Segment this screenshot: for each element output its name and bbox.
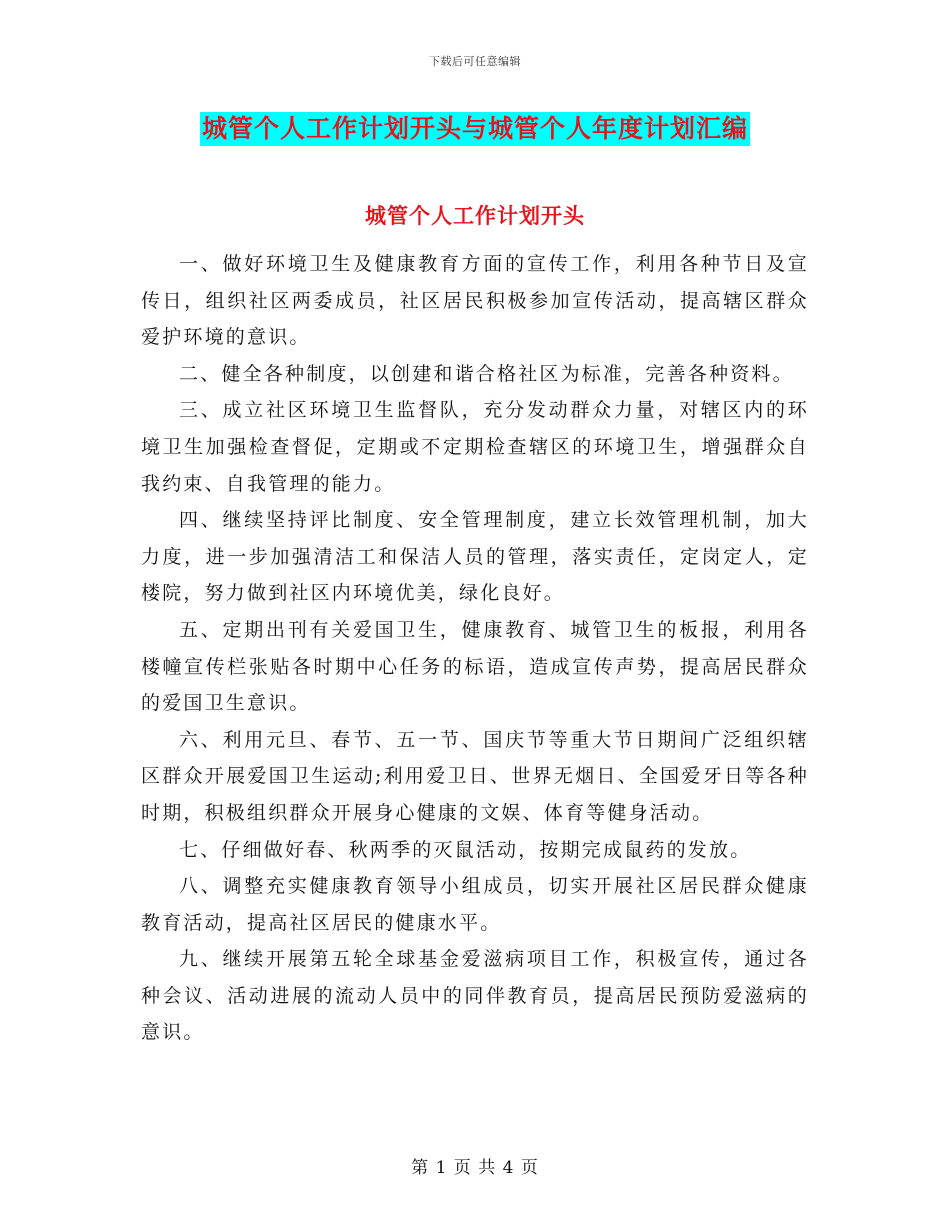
paragraph-3: 三、成立社区环境卫生监督队，充分发动群众力量，对辖区内的环境卫生加强检查督促，定期或不定期检查辖区的环境卫生，增强群众自我约束、自我管理的能力。 — [141, 399, 809, 495]
paragraph-9: 九、继续开展第五轮全球基金爱滋病项目工作，积极宣传，通过各种会议、活动进展的流动人员中的同伴教育员，提高居民预防爱滋病的意识。 — [141, 948, 809, 1044]
paragraph-8: 八、调整充实健康教育领导小组成员，切实开展社区居民群众健康教育活动，提高社区居民的健康水平。 — [141, 875, 809, 934]
paragraph-4: 四、继续坚持评比制度、安全管理制度，建立长效管理机制，加大力度，进一步加强清洁工和保洁人员的管理，落实责任，定岗定人，定楼院，努力做到社区内环境优美，绿化良好。 — [141, 509, 809, 605]
paragraph-6: 六、利用元旦、春节、五一节、国庆节等重大节日期间广泛组织辖区群众开展爱国卫生运动;利用爱卫日、世界无烟日、全国爱牙日等各种时期，积极组织群众开展身心健康的文娱、体育等健身活动。 — [141, 728, 809, 824]
page-number-footer: 第 1 页 共 4 页 — [411, 1158, 539, 1178]
section-title: 城管个人工作计划开头 — [365, 203, 585, 228]
document-title: 城管个人工作计划开头与城管个人年度计划汇编 — [200, 112, 750, 146]
header-note: 下载后可任意编辑 — [429, 55, 521, 68]
paragraph-5: 五、定期出刊有关爱国卫生，健康教育、城管卫生的板报，利用各楼幢宣传栏张贴各时期中心任务的标语，造成宣传声势，提高居民群众的爱国卫生意识。 — [141, 618, 809, 715]
paragraph-1: 一、做好环境卫生及健康教育方面的宣传工作，利用各种节日及宣传日，组织社区两委成员，社区居民积极参加宣传活动，提高辖区群众爱护环境的意识。 — [141, 253, 809, 349]
document-body — [141, 246, 809, 1051]
main-title-container — [0, 112, 950, 146]
paragraph-2: 二、健全各种制度，以创建和谐合格社区为标准，完善各种资料。 — [179, 362, 794, 385]
paragraph-7: 七、仔细做好春、秋两季的灭鼠活动，按期完成鼠药的发放。 — [179, 838, 752, 861]
